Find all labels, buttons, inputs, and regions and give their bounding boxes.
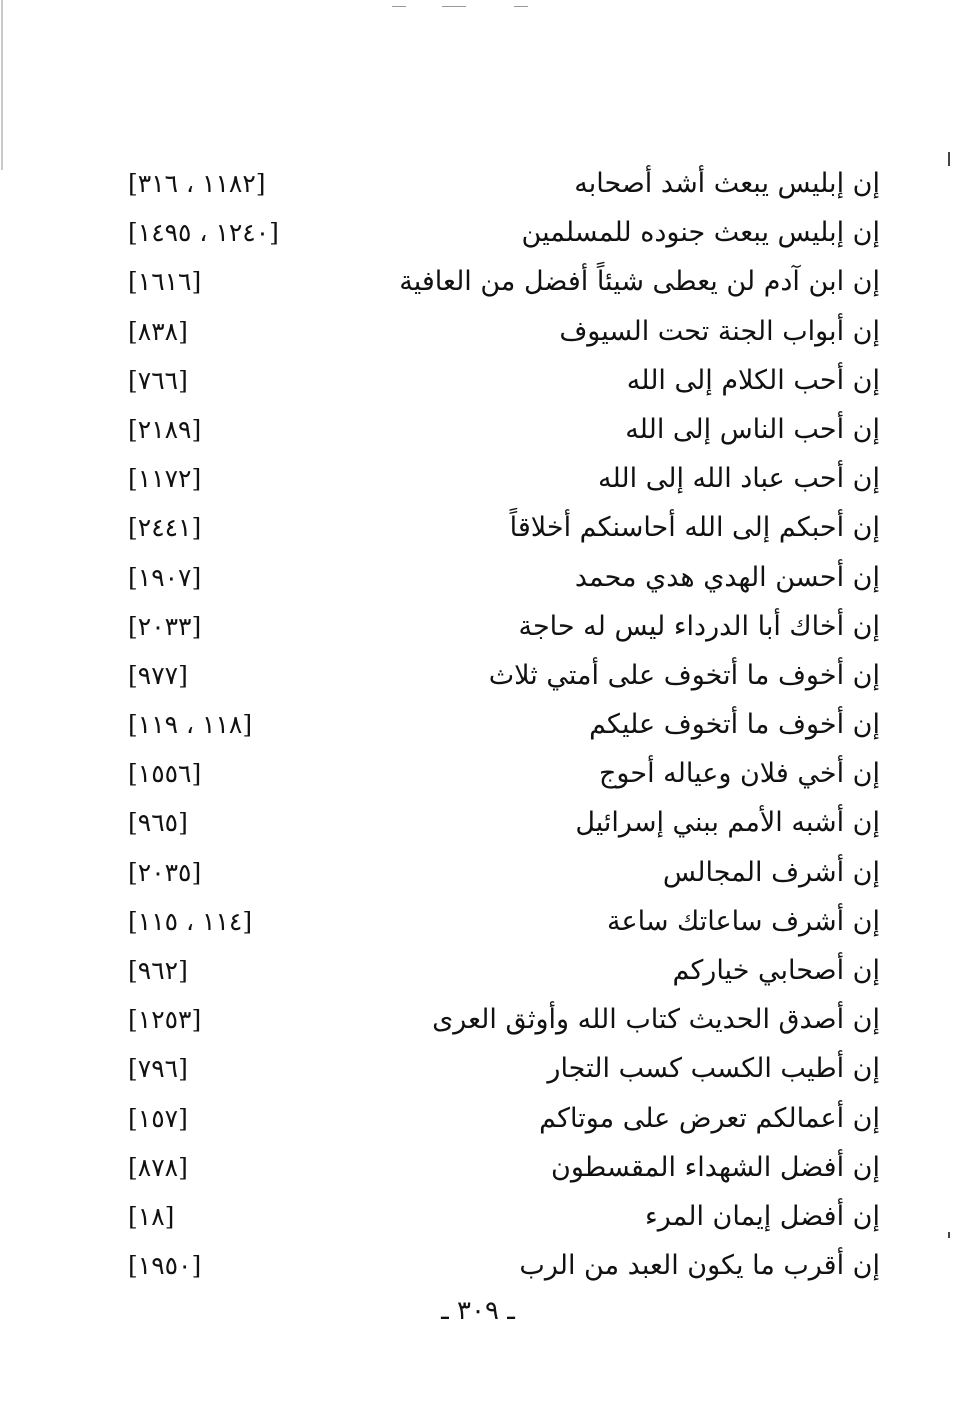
index-entry	[120, 1242, 880, 1291]
index-entry	[120, 603, 880, 652]
index-entry	[120, 554, 880, 603]
index-entry	[120, 406, 880, 455]
index-entries-list	[120, 160, 880, 1291]
hadith-incipit: إن أفضل إيمان المرء	[645, 1200, 880, 1232]
hadith-reference-number: [١١٨ ، ١١٩]	[128, 710, 253, 740]
binding-edge-line	[1, 0, 3, 170]
index-entry	[120, 701, 880, 750]
hadith-reference-number: [٩٧٧]	[128, 660, 188, 690]
hadith-incipit: إن أحبكم إلى الله أحاسنكم أخلاقاً	[509, 512, 880, 544]
hadith-reference-number: [١٢٥٣]	[128, 1005, 202, 1035]
hadith-reference-number: [١٩٠٧]	[128, 562, 202, 592]
scan-edge-mark	[948, 1232, 950, 1238]
hadith-reference-number: [٩٦٥]	[128, 808, 188, 838]
index-entry	[120, 209, 880, 258]
hadith-incipit: إن ابن آدم لن يعطى شيئاً أفضل من العافية	[399, 266, 880, 298]
index-entry	[120, 504, 880, 553]
hadith-incipit: إن أحسن الهدي هدي محمد	[574, 561, 880, 593]
index-entry	[120, 996, 880, 1045]
index-entry	[120, 750, 880, 799]
top-crop-marks	[380, 6, 540, 8]
index-entry	[120, 258, 880, 307]
hadith-reference-number: [١١٤ ، ١١٥]	[128, 906, 253, 936]
hadith-incipit: إن أحب الناس إلى الله	[625, 413, 880, 445]
hadith-incipit: إن أبواب الجنة تحت السيوف	[559, 315, 880, 347]
hadith-incipit: إن أصحابي خياركم	[672, 955, 880, 986]
index-entry	[120, 357, 880, 406]
index-entry	[120, 1193, 880, 1242]
hadith-reference-number: [١٨]	[128, 1201, 175, 1231]
hadith-incipit: إن أحب عباد الله إلى الله	[598, 463, 880, 495]
hadith-reference-number: [٢٤٤١]	[128, 513, 202, 543]
hadith-reference-number: [١٦١٦]	[128, 267, 202, 297]
hadith-incipit: إن أعمالكم تعرض على موتاكم	[539, 1102, 880, 1134]
index-entry	[120, 799, 880, 848]
hadith-incipit: إن أحب الكلام إلى الله	[626, 364, 880, 396]
hadith-reference-number: [١١٨٢ ، ٣١٦]	[128, 169, 266, 198]
scan-edge-mark	[948, 152, 950, 166]
hadith-reference-number: [٩٦٢]	[128, 956, 188, 985]
hadith-reference-number: [٨٣٨]	[128, 316, 188, 346]
index-entry	[120, 1144, 880, 1193]
hadith-incipit: إن أشرف المجالس	[662, 856, 880, 888]
hadith-incipit: إن أقرب ما يكون العبد من الرب	[519, 1250, 880, 1282]
hadith-incipit: إن إبليس يبعث أشد أصحابه	[574, 168, 880, 199]
hadith-reference-number: [٧٦٦]	[128, 365, 188, 395]
hadith-incipit: إن أخوف ما أتخوف عليكم	[589, 709, 880, 741]
index-entry	[120, 160, 880, 209]
hadith-reference-number: [٨٧٨]	[128, 1152, 188, 1182]
hadith-reference-number: [٢٠٣٥]	[128, 857, 202, 887]
hadith-reference-number: [١٥٥٦]	[128, 759, 202, 789]
index-entry	[120, 1045, 880, 1094]
hadith-incipit: إن أخاك أبا الدرداء ليس له حاجة	[518, 610, 880, 642]
hadith-reference-number: [١٢٤٠ ، ١٤٩٥]	[128, 218, 279, 248]
index-entry	[120, 898, 880, 947]
page-number: ـ ٣٠٩ ـ	[441, 1296, 515, 1326]
hadith-reference-number: [٢١٨٩]	[128, 414, 202, 444]
index-entry	[120, 455, 880, 504]
hadith-reference-number: [٢٠٣٣]	[128, 611, 202, 641]
hadith-incipit: إن أشبه الأمم ببني إسرائيل	[575, 807, 880, 839]
hadith-incipit: إن أخوف ما أتخوف على أمتي ثلاث	[488, 659, 880, 691]
hadith-incipit: إن أخي فلان وعياله أحوج	[599, 758, 880, 790]
index-entry	[120, 652, 880, 701]
index-entry	[120, 308, 880, 357]
hadith-incipit: إن أطيب الكسب كسب التجار	[547, 1053, 880, 1085]
hadith-reference-number: [٧٩٦]	[128, 1054, 188, 1084]
index-entry	[120, 1095, 880, 1144]
hadith-incipit: إن إبليس يبعث جنوده للمسلمين	[521, 217, 880, 249]
hadith-incipit: إن أشرف ساعاتك ساعة	[607, 905, 880, 937]
index-entry	[120, 947, 880, 996]
hadith-reference-number: [١٩٥٠]	[128, 1251, 202, 1281]
hadith-reference-number: [١١٧٢]	[128, 464, 202, 494]
index-entry	[120, 849, 880, 898]
hadith-reference-number: [١٥٧]	[128, 1103, 188, 1133]
hadith-incipit: إن أصدق الحديث كتاب الله وأوثق العرى	[432, 1004, 880, 1036]
hadith-incipit: إن أفضل الشهداء المقسطون	[551, 1151, 880, 1183]
